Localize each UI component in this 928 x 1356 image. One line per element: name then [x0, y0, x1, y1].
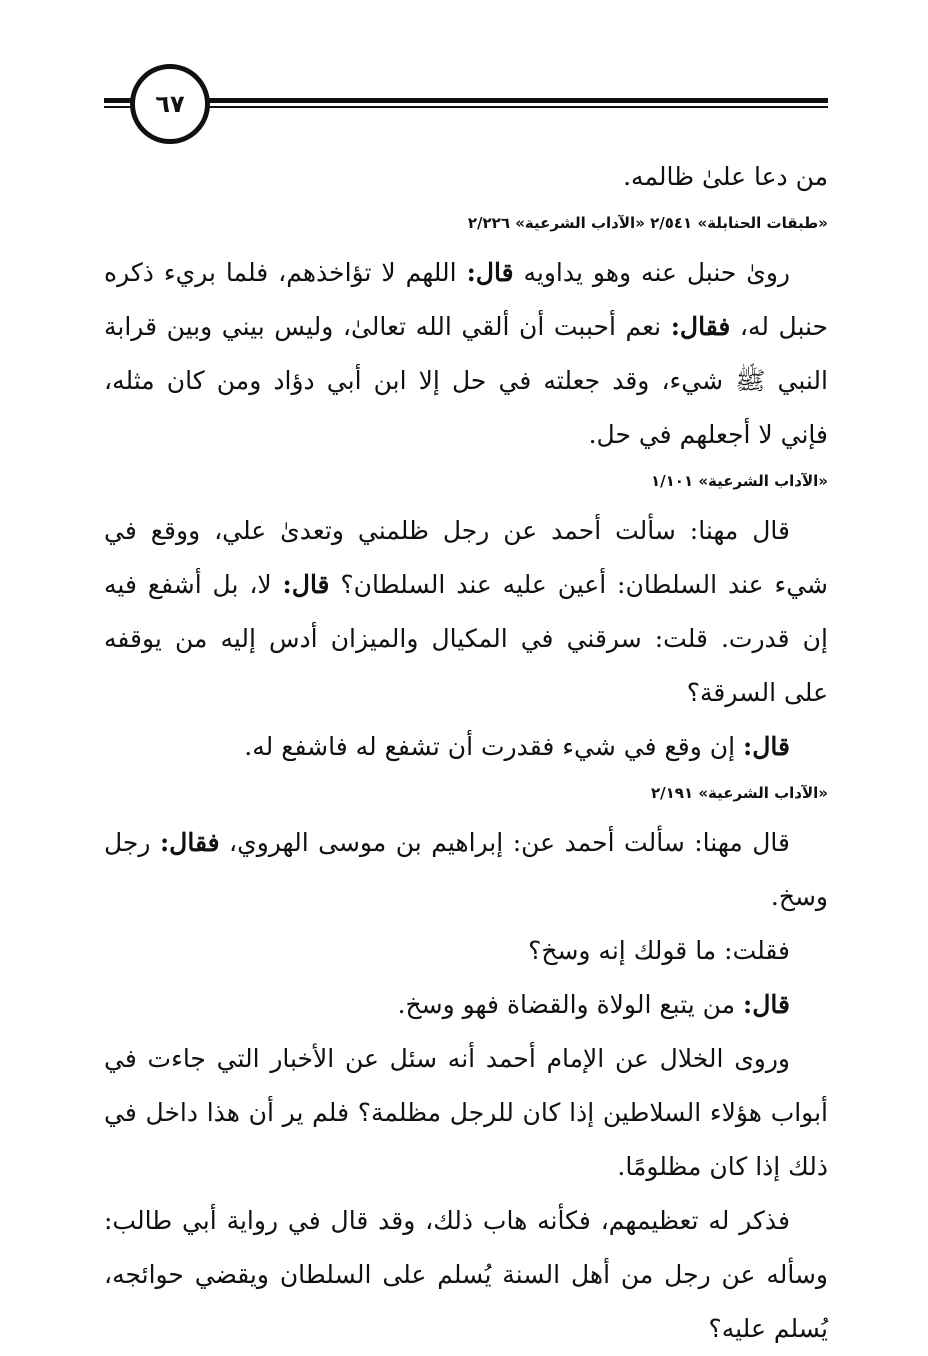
text-run: من يتبع الولاة والقضاة فهو وسخ. — [397, 990, 744, 1019]
text-run: قال مهنا: سألت أحمد عن رجل ظلمني وتعدىٰ علي، ووقع في شيء عند السلطان: أعين عليه عند السلطان؟ — [104, 516, 829, 599]
citation — [104, 464, 828, 498]
citation — [104, 776, 828, 810]
speaker-label: قال: — [743, 732, 790, 761]
speaker-label: فقال: — [670, 312, 731, 341]
page-body — [104, 150, 828, 1356]
text-run: من دعا علىٰ ظالمه. — [623, 162, 828, 191]
text-run: فقلت: ما قولك إنه وسخ؟ — [528, 936, 790, 965]
paragraph — [104, 1032, 828, 1194]
header-rule-thin — [104, 106, 828, 108]
text-run: قال مهنا: سألت أحمد عن: إبراهيم بن موسى الهروي، — [219, 828, 790, 857]
text-run: «طبقات الحنابلة» ٢/٥٤١ «الآداب الشرعية» ٢/٢٢٦ — [467, 214, 828, 232]
speaker-label: قال: — [743, 990, 790, 1019]
text-run: إن وقع في شيء فقدرت أن تشفع له فاشفع له. — [244, 732, 744, 761]
page-number: ٦٧ — [155, 90, 185, 118]
header-rule-thick — [104, 98, 828, 103]
paragraph — [104, 150, 828, 204]
paragraph — [104, 246, 828, 462]
speaker-label: فقال: — [159, 828, 220, 857]
paragraph — [104, 504, 828, 720]
text-run: اللهم لا تؤاخذهم، فلما بريء ذكره حنبل له، — [104, 258, 828, 341]
text-run: «الآداب الشرعية» ٢/١٩١ — [651, 784, 828, 802]
citation — [104, 206, 828, 240]
text-run: لا، بل أشفع فيه إن قدرت. قلت: سرقني في المكيال والميزان أدس إليه من يوقفه على السرقة؟ — [104, 570, 828, 707]
text-run: رجل وسخ. — [104, 828, 828, 911]
text-run: «الآداب الشرعية» ١/١٠١ — [651, 472, 828, 490]
paragraph — [104, 1194, 828, 1356]
text-run: رویٰ حنبل عنه وهو يداويه — [513, 258, 791, 287]
speaker-label: قال: — [282, 570, 330, 599]
speaker-label: قال: — [466, 258, 514, 287]
paragraph — [104, 816, 828, 924]
page-header — [0, 0, 928, 150]
text-run: نعم أحببت أن ألقي الله تعالىٰ، وليس بيني وبين قرابة النبي ﷺ شيء، وقد جعلته في حل إلا ابن أبي دؤاد ومن كان مثله، فإني لا أجعلهم في حل. — [104, 312, 828, 449]
text-run: وروى الخلال عن الإمام أحمد أنه سئل عن الأخبار التي جاءت في أبواب هؤلاء السلاطين إذا كان للرجل مظلمة؟ فلم ير أن هذا داخل في ذلك إذا كان مظلومًا. — [104, 1044, 828, 1181]
paragraph — [104, 978, 828, 1032]
paragraph — [104, 720, 828, 774]
paragraph — [104, 924, 828, 978]
page-number-badge — [130, 64, 210, 144]
text-run: فذكر له تعظيمهم، فكأنه هاب ذلك، وقد قال في رواية أبي طالب: وسأله عن رجل من أهل السنة يُسلم على السلطان ويقضي حوائجه، يُسلم عليه؟ — [104, 1206, 828, 1343]
